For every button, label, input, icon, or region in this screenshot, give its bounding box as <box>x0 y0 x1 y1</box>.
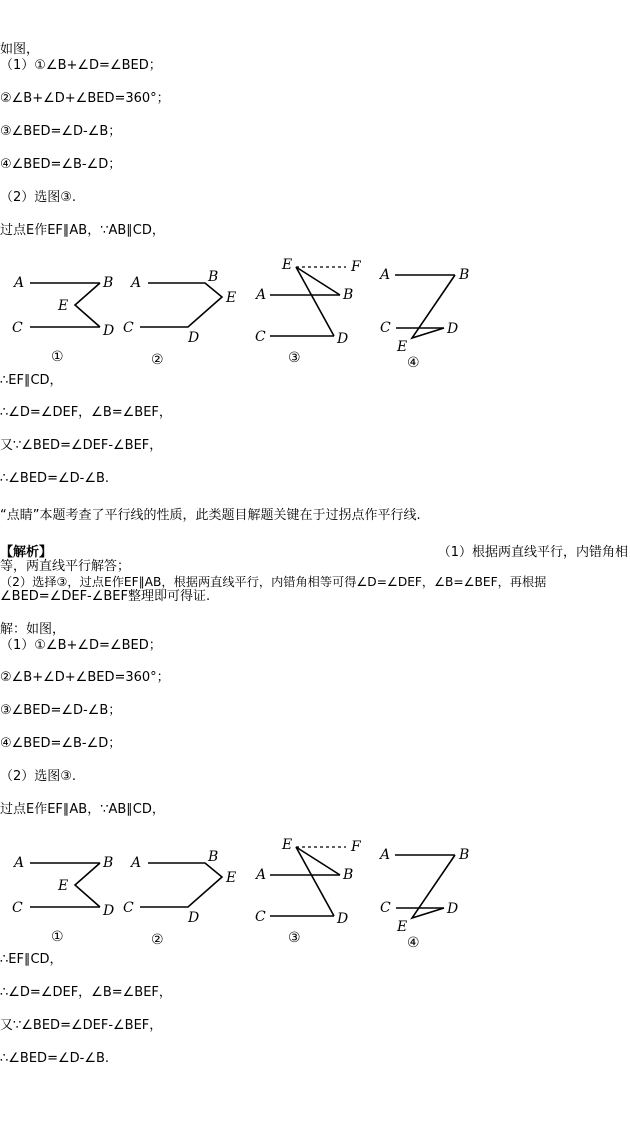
label-e: E <box>282 837 293 853</box>
proof-line-4: ∴∠BED=∠D-∠B. <box>0 471 110 486</box>
figure-4 <box>378 847 469 951</box>
label-b: B <box>343 867 354 883</box>
label-e: E <box>226 870 237 886</box>
figure-1 <box>12 855 114 945</box>
figure-3 <box>254 257 362 366</box>
figure-number-2: ② <box>151 932 164 948</box>
label-c: C <box>12 320 23 336</box>
figure-number-2: ② <box>151 352 164 368</box>
label-d: D <box>188 910 200 926</box>
path-abedc <box>140 863 222 907</box>
proof-line-1: ∴EF∥CD， <box>0 373 63 388</box>
figure-number-4: ④ <box>407 355 420 371</box>
solution-line-1: （1）①∠B+∠D=∠BED； <box>0 638 162 653</box>
answer-line-6: 过点E作EF∥AB，∵AB∥CD， <box>0 223 165 238</box>
label-b: B <box>208 269 219 285</box>
label-b: B <box>459 847 470 863</box>
solution-proof-line-2: ∴∠D=∠DEF，∠B=∠BEF， <box>0 985 172 1000</box>
segment-bed <box>296 267 340 336</box>
label-b: B <box>459 267 470 283</box>
solution-proof-line-4: ∴∠BED=∠D-∠B. <box>0 1051 110 1066</box>
segment-bed <box>75 283 100 327</box>
label-f: F <box>351 259 361 275</box>
figure-number-1: ① <box>51 929 64 945</box>
label-d: D <box>103 323 115 339</box>
label-c: C <box>255 909 266 925</box>
answer-line-2: ②∠B+∠D+∠BED=360°； <box>0 91 170 106</box>
figure-1 <box>12 275 114 365</box>
figure-number-4: ④ <box>407 935 420 951</box>
figure-2 <box>123 849 236 948</box>
analysis-line-2: 等，两直线平行解答； <box>0 559 131 574</box>
label-d: D <box>337 331 349 347</box>
figure-4 <box>378 267 469 371</box>
answer-line-5: （2）选图③. <box>0 190 77 205</box>
solution-proof-line-3: 又∵∠BED=∠DEF-∠BEF， <box>0 1018 163 1033</box>
label-d: D <box>103 903 115 919</box>
label-a: A <box>256 867 267 883</box>
analysis-line-4: ∠BED=∠DEF-∠BEF整理即可得证. <box>0 589 211 604</box>
path-abedc <box>140 283 222 327</box>
figure-number-1: ① <box>51 349 64 365</box>
label-e: E <box>282 257 293 273</box>
label-d: D <box>447 901 459 917</box>
label-d: D <box>337 911 349 927</box>
label-c: C <box>12 900 23 916</box>
analysis-heading: 【解析】 <box>0 545 53 560</box>
solution-intro: 解：如图， <box>0 622 66 637</box>
label-a: A <box>131 275 142 291</box>
label-a: A <box>14 275 25 291</box>
solution-line-3: ③∠BED=∠D-∠B； <box>0 703 122 718</box>
solution-line-4: ④∠BED=∠B-∠D； <box>0 736 122 751</box>
answer-line-1: （1）①∠B+∠D=∠BED； <box>0 58 162 73</box>
figure-number-3: ③ <box>288 930 301 946</box>
label-c: C <box>380 320 391 336</box>
label-c: C <box>123 900 134 916</box>
label-a: A <box>380 267 391 283</box>
solution-line-2: ②∠B+∠D+∠BED=360°； <box>0 670 170 685</box>
proof-line-3: 又∵∠BED=∠DEF-∠BEF， <box>0 438 163 453</box>
label-c: C <box>123 320 134 336</box>
label-b: B <box>208 849 219 865</box>
solution-line-6: 过点E作EF∥AB，∵AB∥CD， <box>0 802 165 817</box>
label-e: E <box>226 290 237 306</box>
solution-line-5: （2）选图③. <box>0 769 77 784</box>
proof-line-2: ∴∠D=∠DEF，∠B=∠BEF， <box>0 405 172 420</box>
label-e: E <box>397 339 408 355</box>
label-a: A <box>256 287 267 303</box>
figure-3 <box>254 837 362 946</box>
analysis-line-3: （2）选择③，过点E作EF∥AB，根据两直线平行，内错角相等可得∠D=∠DEF，∠B=∠BEF，再根据 <box>0 575 547 589</box>
label-a: A <box>131 855 142 871</box>
label-e: E <box>58 298 69 314</box>
label-c: C <box>255 329 266 345</box>
intro-text: 如图， <box>0 42 40 57</box>
label-a: A <box>380 847 391 863</box>
figure-2 <box>123 269 236 368</box>
label-e: E <box>58 878 69 894</box>
solution-proof-line-1: ∴EF∥CD， <box>0 952 63 967</box>
answer-line-3: ③∠BED=∠D-∠B； <box>0 124 122 139</box>
answer-line-4: ④∠BED=∠B-∠D； <box>0 157 122 172</box>
label-b: B <box>103 855 114 871</box>
label-d: D <box>447 321 459 337</box>
label-f: F <box>351 839 361 855</box>
label-b: B <box>103 275 114 291</box>
label-c: C <box>380 900 391 916</box>
analysis-line-1: （1）根据两直线平行，内错角相 <box>437 545 628 560</box>
segment-bed <box>75 863 100 907</box>
geometry-figures-top <box>0 255 630 375</box>
label-e: E <box>397 919 408 935</box>
label-a: A <box>14 855 25 871</box>
segment-bed <box>296 847 340 916</box>
comment-text: “点睛”本题考查了平行线的性质，此类题目解题关键在于过拐点作平行线. <box>0 508 421 523</box>
label-b: B <box>343 287 354 303</box>
geometry-figures-bottom <box>0 835 630 955</box>
figure-number-3: ③ <box>288 350 301 366</box>
label-d: D <box>188 330 200 346</box>
